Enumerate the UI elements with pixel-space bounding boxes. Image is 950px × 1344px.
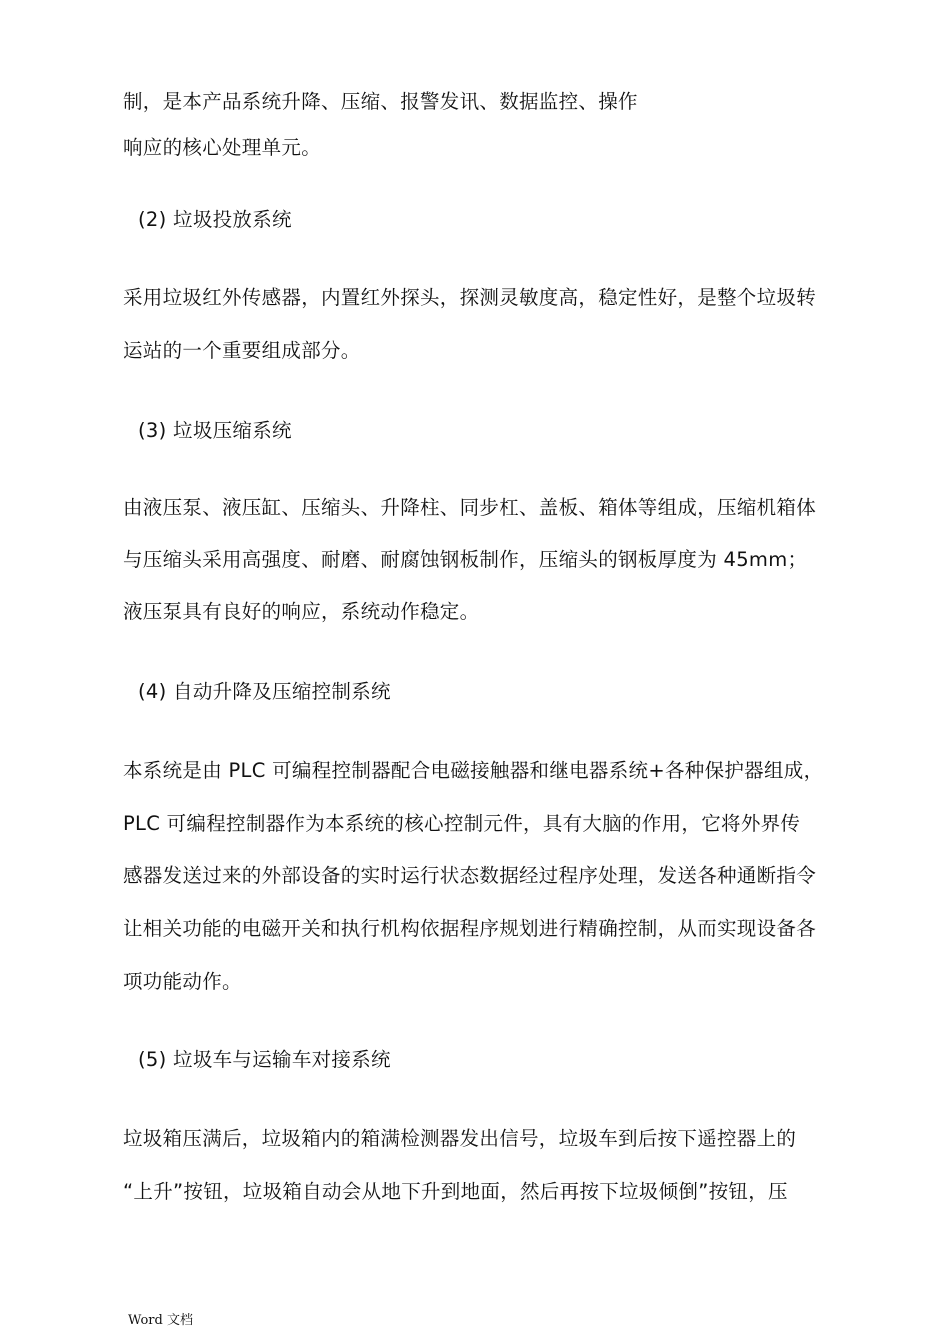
page-footer: Word 文档 xyxy=(128,1313,193,1328)
paragraph-line: 采用垃圾红外传感器，内置红外探头，探测灵敏度高，稳定性好，是整个垃圾转 xyxy=(123,286,817,309)
paragraph-line: 响应的核心处理单元。 xyxy=(123,136,322,159)
section-heading: (5) 垃圾车与运输车对接系统 xyxy=(138,1048,391,1071)
paragraph-line: 运站的一个重要组成部分。 xyxy=(123,339,361,362)
paragraph-line: 本系统是由 PLC 可编程控制器配合电磁接触器和继电器系统+各种保护器组成， xyxy=(123,759,824,782)
paragraph-line: “上升”按钮，垃圾箱自动会从地下升到地面，然后再按下垃圾倾倒”按钮，压 xyxy=(123,1180,788,1203)
section-heading: (3) 垃圾压缩系统 xyxy=(138,419,292,442)
section-heading: (2) 垃圾投放系统 xyxy=(138,208,292,231)
paragraph-line: 与压缩头采用高强度、耐磨、耐腐蚀钢板制作，压缩头的钢板厚度为 45mm； xyxy=(123,548,808,571)
paragraph-line: 制，是本产品系统升降、压缩、报警发讯、数据监控、操作 xyxy=(123,90,638,113)
paragraph-line: 垃圾箱压满后，垃圾箱内的箱满检测器发出信号，垃圾车到后按下遥控器上的 xyxy=(123,1127,797,1150)
paragraph-line: 让相关功能的电磁开关和执行机构依据程序规划进行精确控制，从而实现设备各 xyxy=(123,917,817,940)
paragraph-line: PLC 可编程控制器作为本系统的核心控制元件，具有大脑的作用，它将外界传 xyxy=(123,812,801,835)
paragraph-line: 由液压泵、液压缸、压缩头、升降柱、同步杠、盖板、箱体等组成，压缩机箱体 xyxy=(123,496,817,519)
paragraph-line: 项功能动作。 xyxy=(123,970,242,993)
paragraph-line: 液压泵具有良好的响应，系统动作稳定。 xyxy=(123,600,480,623)
paragraph-line: 感器发送过来的外部设备的实时运行状态数据经过程序处理，发送各种通断指令 xyxy=(123,864,817,887)
section-heading: (4) 自动升降及压缩控制系统 xyxy=(138,680,391,703)
